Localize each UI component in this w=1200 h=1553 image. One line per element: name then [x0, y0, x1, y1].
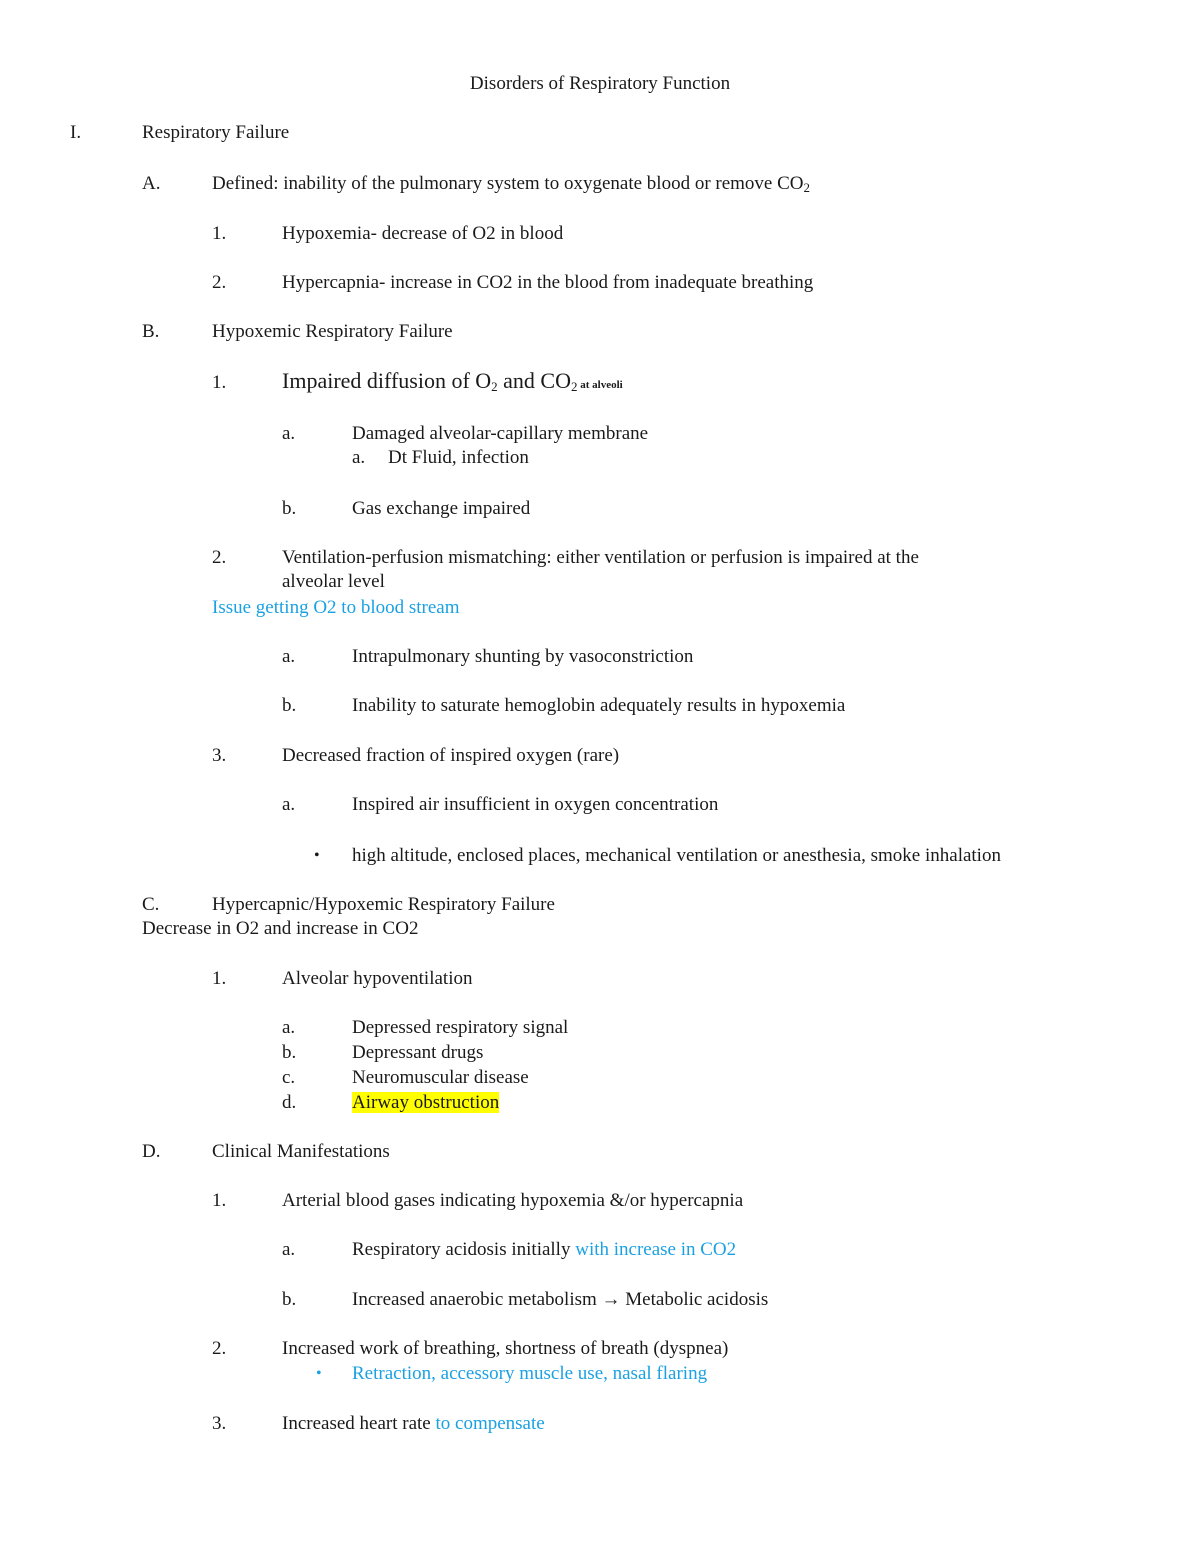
- text: at alveoli: [577, 379, 623, 391]
- highlighted-text: Airway obstruction: [352, 1092, 500, 1113]
- list-item: Intrapulmonary shunting by vasoconstriction: [352, 646, 694, 667]
- list-marker: b.: [282, 1042, 297, 1063]
- subsection-heading: Hypercapnic/Hypoxemic Respiratory Failure: [212, 894, 555, 915]
- list-item: Depressed respiratory signal: [352, 1017, 569, 1038]
- subscript: 2: [491, 379, 498, 394]
- text: Impaired diffusion of O: [282, 368, 492, 393]
- list-item: [352, 1238, 736, 1262]
- section-marker: I.: [70, 122, 82, 143]
- document-title: Disorders of Respiratory Function: [469, 73, 731, 94]
- note-text: Decrease in O2 and increase in CO2: [142, 918, 419, 939]
- list-item: Increased anaerobic metabolism → Metabolic acidosis: [352, 1289, 769, 1310]
- subscript: 2: [571, 379, 578, 394]
- list-marker: d.: [282, 1092, 297, 1113]
- annotation-note: Issue getting O2 to blood stream: [212, 597, 460, 618]
- subsection-marker: C.: [142, 894, 160, 915]
- list-marker: 3.: [212, 1413, 227, 1434]
- subscript: 2: [803, 180, 811, 195]
- subsection-heading: Clinical Manifestations: [212, 1141, 390, 1162]
- annotation-text: with increase in CO2: [575, 1239, 737, 1260]
- subsection-marker: D.: [142, 1141, 161, 1162]
- list-marker: 1.: [212, 968, 227, 989]
- list-marker: 1.: [212, 1190, 227, 1211]
- list-item-continuation: alveolar level: [282, 571, 385, 592]
- bullet-item: Retraction, accessory muscle use, nasal flaring: [352, 1363, 708, 1384]
- list-item: Damaged alveolar-capillary membrane: [352, 423, 649, 444]
- list-marker: a.: [282, 1239, 296, 1260]
- list-marker: 1.: [212, 372, 227, 393]
- list-marker: 1.: [212, 223, 227, 244]
- list-marker: a.: [282, 1017, 296, 1038]
- list-marker: a.: [282, 423, 296, 444]
- list-item: Increased work of breathing, shortness of breath (dyspnea): [282, 1338, 729, 1359]
- list-item: Decreased fraction of inspired oxygen (rare): [282, 745, 620, 766]
- list-item: [282, 1412, 545, 1436]
- subsection-heading: Hypoxemic Respiratory Failure: [212, 321, 453, 342]
- text: Increased heart rate: [282, 1413, 436, 1434]
- annotation-text: to compensate: [435, 1413, 545, 1434]
- text: Respiratory acidosis initially: [352, 1239, 576, 1260]
- list-item: Inspired air insufficient in oxygen concentration: [352, 794, 719, 815]
- list-item: Depressant drugs: [352, 1042, 484, 1063]
- bullet-icon: •: [314, 847, 320, 864]
- list-item-highlighted: [352, 1091, 499, 1115]
- list-marker: 2.: [212, 547, 227, 568]
- list-marker: b.: [282, 498, 297, 519]
- list-marker: b.: [282, 1289, 297, 1310]
- list-item: Hypoxemia- decrease of O2 in blood: [282, 223, 564, 244]
- list-item: Gas exchange impaired: [352, 498, 531, 519]
- list-marker: c.: [282, 1067, 296, 1088]
- bullet-item: high altitude, enclosed places, mechanical ventilation or anesthesia, smoke inhalation: [352, 845, 1001, 866]
- list-marker: a.: [282, 646, 296, 667]
- list-item: Neuromuscular disease: [352, 1067, 529, 1088]
- bullet-icon: •: [316, 1365, 322, 1382]
- list-marker: 3.: [212, 745, 227, 766]
- list-marker: a.: [352, 447, 366, 468]
- subsection-marker: B.: [142, 321, 160, 342]
- section-heading: Respiratory Failure: [142, 122, 290, 143]
- list-marker: 2.: [212, 1338, 227, 1359]
- list-item: Arterial blood gases indicating hypoxemia &/or hypercapnia: [282, 1190, 744, 1211]
- text: and CO: [497, 368, 571, 393]
- list-item: Dt Fluid, infection: [388, 447, 529, 468]
- subsection-heading: [212, 172, 810, 196]
- list-item: Alveolar hypoventilation: [282, 968, 473, 989]
- list-marker: a.: [282, 794, 296, 815]
- list-marker: 2.: [212, 272, 227, 293]
- list-item: [282, 369, 623, 397]
- definition-text: Defined: inability of the pulmonary system to oxygenate blood or remove CO: [212, 173, 804, 194]
- list-marker: b.: [282, 695, 297, 716]
- list-item: Inability to saturate hemoglobin adequately results in hypoxemia: [352, 695, 846, 716]
- list-item: Hypercapnia- increase in CO2 in the blood from inadequate breathing: [282, 272, 814, 293]
- subsection-marker: A.: [142, 173, 161, 194]
- list-item: Ventilation-perfusion mismatching: either ventilation or perfusion is impaired at the: [282, 547, 919, 568]
